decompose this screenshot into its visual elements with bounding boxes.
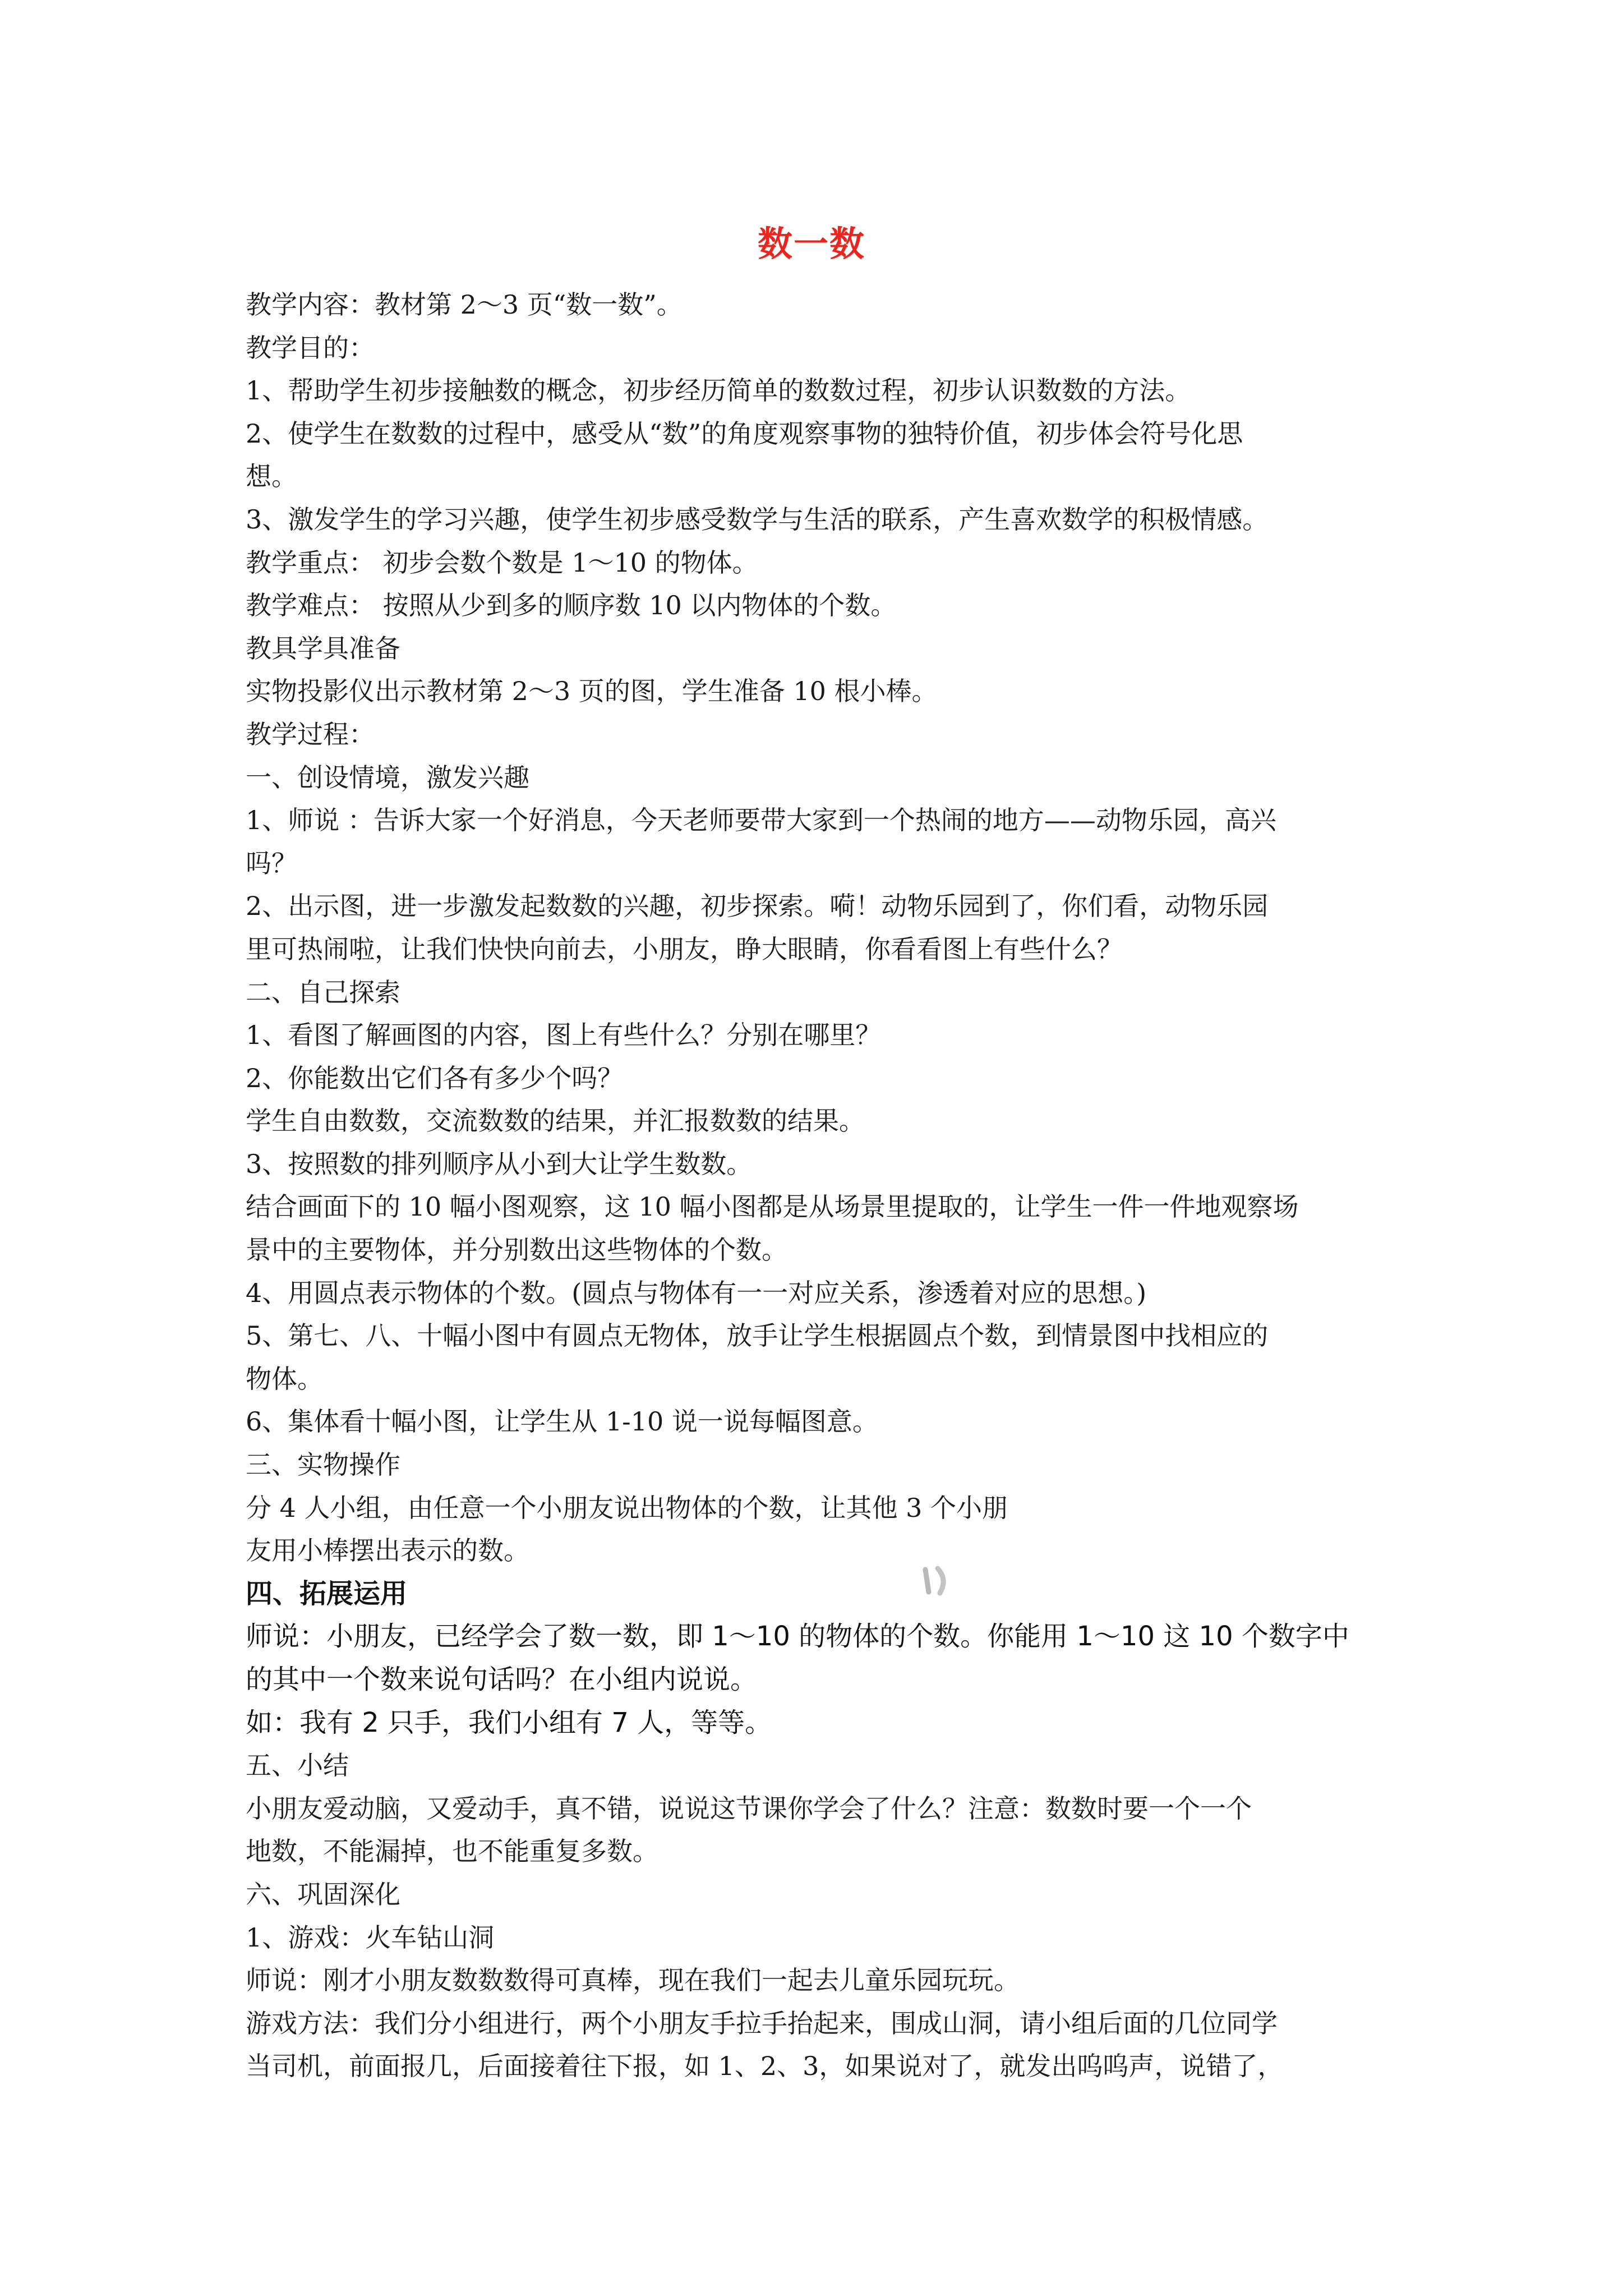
text-line: 1、帮助学生初步接触数的概念，初步经历简单的数数过程，初步认识数数的方法。 <box>246 375 1191 406</box>
text-line: 1、师说 ：告诉大家一个好消息，今天老师要带大家到一个热闹的地方——动物乐园，高兴 <box>246 805 1276 836</box>
text-line: 4、用圆点表示物体的个数。(圆点与物体有一一对应关系，渗透着对应的思想。) <box>246 1277 1147 1308</box>
text-line: 3、激发学生的学习兴趣，使学生初步感受数学与生活的联系，产生喜欢数学的积极情感。 <box>246 504 1269 535</box>
text-line: 2、使学生在数数的过程中，感受从“数”的角度观察事物的独特价值，初步体会符号化思 <box>246 418 1243 449</box>
text-line: 师说：小朋友，已经学会了数一数，即 1～10 的物体的个数。你能用 1～10 这 10 个数字中 <box>246 1621 1349 1653</box>
text-line: 游戏方法：我们分小组进行，两个小朋友手拉手抬起来，围成山洞，请小组后面的几位同学 <box>246 2008 1278 2039</box>
text-line: 教学难点： 按照从少到多的顺序数 10 以内物体的个数。 <box>246 590 897 621</box>
text-line: 吗？ <box>246 848 297 878</box>
text-line: 3、按照数的排列顺序从小到大让学生数数。 <box>246 1148 753 1179</box>
text-line: 当司机，前面报几，后面接着往下报，如 1、2、3，如果说对了，就发出呜呜声，说错了， <box>246 2051 1284 2082</box>
text-line: 景中的主要物体，并分别数出这些物体的个数。 <box>246 1235 787 1266</box>
text-line: 教学目的： <box>246 332 375 363</box>
text-line: 1、游戏：火车钻山洞 <box>246 1922 495 1953</box>
text-line: 二、自己探索 <box>246 977 400 1007</box>
text-line: 教具学具准备 <box>246 633 400 664</box>
text-line: 想。 <box>246 461 297 492</box>
text-line: 学生自由数数，交流数数的结果，并汇报数数的结果。 <box>246 1106 865 1137</box>
section-heading-expand: 四、拓展运用 <box>246 1577 408 1609</box>
document-title: 数一数 <box>757 223 865 264</box>
text-line: 三、实物操作 <box>246 1450 400 1480</box>
text-line: 地数，不能漏掉，也不能重复多数。 <box>246 1836 658 1867</box>
text-line: 教学重点： 初步会数个数是 1～10 的物体。 <box>246 547 758 578</box>
text-line: 6、集体看十幅小图，让学生从 1-10 说一说每幅图意。 <box>246 1406 878 1437</box>
text-line: 教学过程： <box>246 719 375 749</box>
text-line: 物体。 <box>246 1363 323 1394</box>
text-line: 五、小结 <box>246 1750 349 1781</box>
text-line: 5、第七、八、十幅小图中有圆点无物体，放手让学生根据圆点个数，到情景图中找相应的 <box>246 1320 1269 1351</box>
text-line: 里可热闹啦，让我们快快向前去，小朋友，睁大眼睛，你看看图上有些什么？ <box>246 933 1123 964</box>
text-line: 分 4 人小组，由任意一个小朋友说出物体的个数，让其他 3 个小朋 <box>246 1492 1008 1523</box>
text-line: 友用小棒摆出表示的数。 <box>246 1535 529 1566</box>
text-line: 六、巩固深化 <box>246 1879 400 1910</box>
text-line: 2、出示图，进一步激发起数数的兴趣，初步探索。嗬！动物乐园到了，你们看，动物乐园 <box>246 891 1269 922</box>
text-line: 结合画面下的 10 幅小图观察，这 10 幅小图都是从场景里提取的，让学生一件一件地观察场 <box>246 1191 1299 1222</box>
text-line: 如：我有 2 只手，我们小组有 7 人，等等。 <box>246 1706 772 1738</box>
text-line: 实物投影仪出示教材第 2～3 页的图，学生准备 10 根小棒。 <box>246 676 938 707</box>
text-line: 师说：刚才小朋友数数数得可真棒，现在我们一起去儿童乐园玩玩。 <box>246 1965 1020 1996</box>
text-line: 2、你能数出它们各有多少个吗？ <box>246 1062 624 1093</box>
text-line: 小朋友爱动脑，又爱动手，真不错，说说这节课你学会了什么？注意：数数时要一个一个 <box>246 1793 1252 1824</box>
text-line: 教学内容：教材第 2～3 页“数一数”。 <box>246 289 683 320</box>
text-line: 的其中一个数来说句话吗？在小组内说说。 <box>246 1664 758 1695</box>
document-body <box>246 283 1395 2088</box>
text-line: 一、创设情境，激发兴趣 <box>246 762 529 793</box>
text-line: 1、看图了解画图的内容，图上有些什么？分别在哪里？ <box>246 1020 882 1051</box>
scan-artifact-mark <box>920 1565 953 1596</box>
